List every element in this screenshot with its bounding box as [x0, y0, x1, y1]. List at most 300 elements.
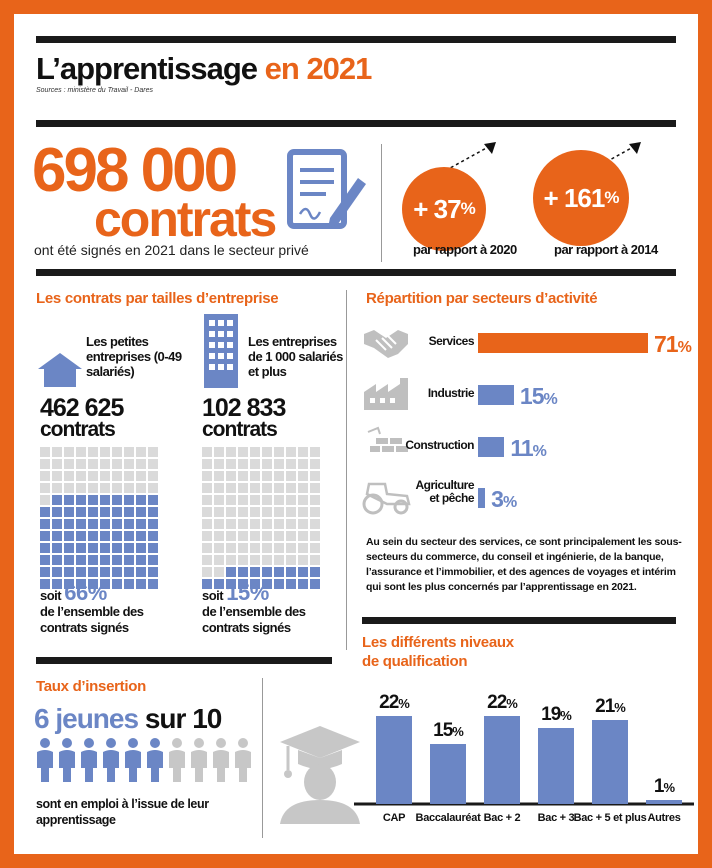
grid-cell: [214, 471, 224, 481]
grid-cell: [148, 543, 158, 553]
grid-cell: [124, 483, 134, 493]
grid-cell: [310, 483, 320, 493]
grid-cell: [286, 483, 296, 493]
summary-divider: [381, 144, 382, 262]
grid-cell: [298, 447, 308, 457]
grid-cell: [76, 567, 86, 577]
grid-cell: [112, 507, 122, 517]
grid-cell: [52, 483, 62, 493]
small-companies-unit: contrats: [40, 418, 115, 441]
grid-cell: [250, 471, 260, 481]
bottom-divider: [262, 678, 263, 838]
tractor-icon: [359, 480, 419, 516]
grid-cell: [112, 483, 122, 493]
grid-cell: [202, 447, 212, 457]
grid-cell: [250, 531, 260, 541]
grid-cell: [52, 447, 62, 457]
grid-cell: [52, 543, 62, 553]
grid-cell: [214, 495, 224, 505]
person-other-icon: [235, 738, 251, 782]
grid-cell: [64, 555, 74, 565]
grid-cell: [52, 471, 62, 481]
grid-cell: [298, 483, 308, 493]
grid-cell: [214, 459, 224, 469]
grid-cell: [202, 495, 212, 505]
grid-cell: [274, 447, 284, 457]
grid-cell: [88, 555, 98, 565]
grid-cell: [262, 555, 272, 565]
qualification-value-label: 21%: [595, 696, 625, 717]
grid-cell: [148, 567, 158, 577]
grid-cell: [148, 519, 158, 529]
contracts-caption: ont été signés en 2021 dans le secteur privé: [34, 242, 309, 258]
grid-cell: [298, 543, 308, 553]
grid-cell: [286, 507, 296, 517]
grid-cell: [310, 519, 320, 529]
grid-cell: [136, 447, 146, 457]
grid-cell: [112, 519, 122, 529]
grid-cell: [202, 507, 212, 517]
grid-cell: [40, 531, 50, 541]
grid-cell: [64, 567, 74, 577]
sector-industry-value: 15%: [519, 383, 557, 409]
grid-cell: [310, 555, 320, 565]
grid-cell: [238, 507, 248, 517]
grid-cell: [250, 495, 260, 505]
grid-cell: [52, 519, 62, 529]
grid-cell: [124, 495, 134, 505]
grid-cell: [100, 471, 110, 481]
grid-cell: [136, 555, 146, 565]
grid-cell: [250, 555, 260, 565]
grid-cell: [286, 531, 296, 541]
grid-cell: [262, 543, 272, 553]
grid-cell: [250, 543, 260, 553]
grid-cell: [238, 471, 248, 481]
grid-cell: [310, 495, 320, 505]
qualification-category-label: Baccalauréat: [415, 812, 481, 824]
grid-cell: [136, 543, 146, 553]
large-companies-count: 102 833: [202, 394, 286, 422]
growth-2020-label: par rapport à 2020: [413, 242, 517, 257]
small-companies-count: 462 625: [40, 394, 124, 422]
grid-cell: [76, 447, 86, 457]
grid-cell: [238, 567, 248, 577]
grid-cell: [226, 447, 236, 457]
sector-industry-bar: [478, 385, 514, 405]
summary-rule: [36, 269, 676, 276]
grid-cell: [64, 495, 74, 505]
grid-cell: [250, 519, 260, 529]
insertion-rate: 6 jeunes sur 10: [34, 703, 222, 734]
grid-cell: [40, 447, 50, 457]
grid-cell: [298, 531, 308, 541]
qualification-value-label: 19%: [541, 704, 571, 725]
grid-cell: [112, 495, 122, 505]
sector-construction-bar: [478, 437, 504, 457]
grid-cell: [88, 531, 98, 541]
grid-cell: [64, 519, 74, 529]
qualification-bar: [646, 800, 682, 804]
contracts-total: 698 000: [32, 136, 236, 205]
small-companies-share: soit 66% de l’ensemble des contrats signés: [40, 580, 144, 635]
grid-cell: [124, 531, 134, 541]
office-building-icon: [204, 314, 238, 388]
grid-cell: [88, 495, 98, 505]
left-rule: [36, 657, 332, 664]
grid-cell: [274, 471, 284, 481]
grid-cell: [238, 543, 248, 553]
grid-cell: [76, 555, 86, 565]
grid-cell: [148, 507, 158, 517]
grid-cell: [76, 507, 86, 517]
grid-cell: [64, 471, 74, 481]
grid-cell: [262, 447, 272, 457]
grid-cell: [310, 459, 320, 469]
grid-cell: [226, 555, 236, 565]
grid-cell: [100, 483, 110, 493]
sector-services-value: 71%: [654, 331, 691, 357]
grid-cell: [88, 459, 98, 469]
grid-cell: [238, 447, 248, 457]
sector-agriculture-label: Agriculture et pêche: [415, 478, 474, 505]
grid-cell: [298, 555, 308, 565]
grid-cell: [238, 555, 248, 565]
header-rule: [36, 120, 676, 127]
qualification-category-label: Bac + 3: [537, 812, 575, 824]
grid-cell: [298, 507, 308, 517]
grid-cell: [52, 531, 62, 541]
growth-2014-label: par rapport à 2014: [554, 242, 658, 257]
grid-cell: [250, 447, 260, 457]
person-other-icon: [213, 738, 229, 782]
grid-cell: [88, 543, 98, 553]
qualification-category-label: Bac + 5 et plus: [573, 812, 647, 824]
large-companies-label: Les entreprises de 1 000 salariés et plus: [248, 334, 343, 379]
sector-construction-value: 11%: [510, 435, 546, 461]
grid-cell: [112, 555, 122, 565]
grid-cell: [214, 531, 224, 541]
grid-cell: [298, 519, 308, 529]
infographic-card: [14, 14, 698, 854]
grid-cell: [148, 555, 158, 565]
grid-cell: [124, 459, 134, 469]
factory-icon: [362, 376, 414, 410]
insertion-caption: sont en emploi à l’issue de leur apprentissage: [36, 797, 209, 827]
grid-cell: [214, 555, 224, 565]
grid-cell: [112, 531, 122, 541]
grid-cell: [148, 531, 158, 541]
company-size-title: Les contrats par tailles d’entreprise: [36, 290, 279, 307]
grid-cell: [226, 471, 236, 481]
services-note: Au sein du secteur des services, ce sont principalement les sous-secteurs du commerce, du conseil et ingénierie, de la banque, l’assurance et l’immobilier, et des agences de voyages et intérim qui sont les plus concernés par l’apprentissage en 2021.: [366, 536, 682, 593]
qualification-bar: [538, 728, 574, 804]
sector-industry-label: Industrie: [427, 386, 474, 400]
grid-cell: [286, 459, 296, 469]
qualification-bar: [592, 720, 628, 804]
person-employed-icon: [81, 738, 97, 782]
grid-cell: [76, 543, 86, 553]
grid-cell: [124, 555, 134, 565]
grid-cell: [214, 483, 224, 493]
grid-cell: [274, 555, 284, 565]
handshake-icon: [362, 324, 410, 360]
grid-cell: [76, 531, 86, 541]
grid-cell: [286, 555, 296, 565]
grid-cell: [262, 507, 272, 517]
grid-cell: [100, 531, 110, 541]
grid-cell: [52, 567, 62, 577]
grid-cell: [214, 507, 224, 517]
people-pictogram: [36, 738, 266, 782]
person-other-icon: [169, 738, 185, 782]
grid-cell: [214, 519, 224, 529]
grid-cell: [40, 459, 50, 469]
grid-cell: [226, 567, 236, 577]
grid-cell: [148, 447, 158, 457]
person-employed-icon: [103, 738, 119, 782]
grid-cell: [148, 483, 158, 493]
person-employed-icon: [125, 738, 141, 782]
grid-cell: [52, 459, 62, 469]
grid-cell: [76, 519, 86, 529]
grid-cell: [238, 459, 248, 469]
grid-cell: [250, 459, 260, 469]
grid-cell: [52, 555, 62, 565]
grid-cell: [76, 459, 86, 469]
grid-cell: [124, 471, 134, 481]
growth-2014-badge: + 161 %: [533, 150, 629, 246]
grid-cell: [298, 495, 308, 505]
grid-cell: [202, 483, 212, 493]
grid-cell: [124, 519, 134, 529]
grid-cell: [64, 543, 74, 553]
grid-cell: [310, 567, 320, 577]
large-companies-unit: contrats: [202, 418, 277, 441]
grid-cell: [88, 507, 98, 517]
grid-cell: [214, 447, 224, 457]
grid-cell: [148, 459, 158, 469]
sector-services-bar: [478, 333, 648, 353]
grid-cell: [274, 519, 284, 529]
grid-cell: [226, 495, 236, 505]
grid-cell: [298, 567, 308, 577]
small-companies-label: Les petites entreprises (0-49 salariés): [86, 334, 182, 379]
sectors-title: Répartition par secteurs d’activité: [366, 290, 598, 307]
qualification-bar: [484, 716, 520, 804]
grid-cell: [148, 495, 158, 505]
grid-cell: [76, 471, 86, 481]
grid-cell: [88, 483, 98, 493]
grid-cell: [274, 543, 284, 553]
grid-cell: [88, 471, 98, 481]
grid-cell: [136, 471, 146, 481]
grid-cell: [262, 459, 272, 469]
qualification-title: Les différents niveaux de qualification: [362, 634, 514, 670]
grid-cell: [250, 567, 260, 577]
qualification-category-label: CAP: [382, 812, 406, 824]
grid-cell: [100, 447, 110, 457]
sector-construction-label: Construction: [405, 438, 474, 452]
grid-cell: [124, 543, 134, 553]
grid-cell: [100, 495, 110, 505]
grid-cell: [274, 567, 284, 577]
grid-cell: [310, 507, 320, 517]
grid-cell: [136, 531, 146, 541]
grid-cell: [310, 543, 320, 553]
grid-cell: [202, 543, 212, 553]
grid-cell: [40, 519, 50, 529]
grid-cell: [226, 459, 236, 469]
small-house-icon: [38, 353, 82, 387]
grid-cell: [100, 543, 110, 553]
grid-cell: [100, 555, 110, 565]
grid-cell: [112, 459, 122, 469]
grid-cell: [112, 543, 122, 553]
person-employed-icon: [37, 738, 53, 782]
person-employed-icon: [59, 738, 75, 782]
grid-cell: [40, 507, 50, 517]
large-companies-share-grid: [202, 447, 320, 589]
qualification-bar: [376, 716, 412, 804]
grid-cell: [76, 483, 86, 493]
grid-cell: [274, 531, 284, 541]
grid-cell: [238, 495, 248, 505]
grid-cell: [88, 519, 98, 529]
insertion-title: Taux d’insertion: [36, 678, 146, 695]
grid-cell: [112, 447, 122, 457]
grid-cell: [202, 531, 212, 541]
grid-cell: [88, 447, 98, 457]
grid-cell: [226, 519, 236, 529]
grid-cell: [226, 483, 236, 493]
grid-cell: [100, 459, 110, 469]
grid-cell: [274, 507, 284, 517]
grid-cell: [226, 531, 236, 541]
person-employed-icon: [147, 738, 163, 782]
grid-cell: [40, 471, 50, 481]
grid-cell: [262, 567, 272, 577]
grid-cell: [124, 507, 134, 517]
qualification-category-label: Autres: [647, 812, 681, 824]
grid-cell: [262, 531, 272, 541]
grid-cell: [202, 459, 212, 469]
grid-cell: [136, 567, 146, 577]
grid-cell: [226, 543, 236, 553]
grid-cell: [40, 543, 50, 553]
contracts-unit: contrats: [94, 191, 276, 247]
small-companies-share-grid: [40, 447, 158, 589]
grid-cell: [286, 519, 296, 529]
growth-2020-badge: + 37 %: [402, 167, 486, 251]
grid-cell: [136, 459, 146, 469]
qualification-value-label: 1%: [653, 776, 675, 797]
grid-cell: [100, 519, 110, 529]
grid-cell: [124, 567, 134, 577]
sector-services-label: Services: [428, 334, 474, 348]
grid-cell: [262, 495, 272, 505]
grid-cell: [136, 507, 146, 517]
grid-cell: [214, 543, 224, 553]
qualification-value-label: 15%: [433, 720, 463, 741]
grid-cell: [148, 471, 158, 481]
grid-cell: [40, 495, 50, 505]
sources-note: Sources : ministère du Travail - Dares: [36, 87, 153, 94]
grid-cell: [286, 567, 296, 577]
grid-cell: [124, 447, 134, 457]
grid-cell: [214, 567, 224, 577]
grid-cell: [100, 567, 110, 577]
grid-cell: [310, 531, 320, 541]
grid-cell: [40, 555, 50, 565]
grid-cell: [310, 471, 320, 481]
grid-cell: [226, 507, 236, 517]
grid-cell: [76, 495, 86, 505]
top-rule: [36, 36, 676, 43]
grid-cell: [250, 507, 260, 517]
grid-cell: [88, 567, 98, 577]
large-companies-share: soit 15% de l’ensemble des contrats signés: [202, 580, 306, 635]
grid-cell: [136, 519, 146, 529]
grid-cell: [274, 495, 284, 505]
grid-cell: [286, 447, 296, 457]
sector-agriculture-bar: [478, 488, 485, 508]
grid-cell: [310, 447, 320, 457]
grid-cell: [202, 567, 212, 577]
grid-cell: [64, 459, 74, 469]
grid-cell: [40, 483, 50, 493]
grid-cell: [238, 483, 248, 493]
grid-cell: [64, 531, 74, 541]
grid-cell: [262, 471, 272, 481]
grid-cell: [64, 507, 74, 517]
grid-cell: [40, 567, 50, 577]
grid-cell: [64, 447, 74, 457]
grid-cell: [112, 567, 122, 577]
grid-cell: [52, 507, 62, 517]
qualification-bar: [430, 744, 466, 804]
right-rule: [362, 617, 676, 624]
grid-cell: [136, 495, 146, 505]
grid-cell: [274, 459, 284, 469]
grid-cell: [238, 531, 248, 541]
sector-agriculture-value: 3%: [491, 486, 517, 512]
grid-cell: [286, 543, 296, 553]
qualification-value-label: 22%: [487, 692, 517, 713]
person-other-icon: [191, 738, 207, 782]
grid-cell: [298, 471, 308, 481]
grid-cell: [202, 471, 212, 481]
grid-cell: [202, 519, 212, 529]
grid-cell: [112, 471, 122, 481]
grid-cell: [202, 555, 212, 565]
grid-cell: [262, 483, 272, 493]
grid-cell: [286, 495, 296, 505]
grid-cell: [64, 483, 74, 493]
grid-cell: [298, 459, 308, 469]
grid-cell: [136, 483, 146, 493]
grid-cell: [262, 519, 272, 529]
qualification-value-label: 22%: [379, 692, 409, 713]
grid-cell: [100, 507, 110, 517]
grid-cell: [286, 471, 296, 481]
page-title: L’apprentissage en 2021: [36, 51, 372, 86]
contract-document-icon: [286, 148, 368, 238]
grid-cell: [250, 483, 260, 493]
qualification-category-label: Bac + 2: [483, 812, 521, 824]
grid-cell: [52, 495, 62, 505]
grid-cell: [238, 519, 248, 529]
